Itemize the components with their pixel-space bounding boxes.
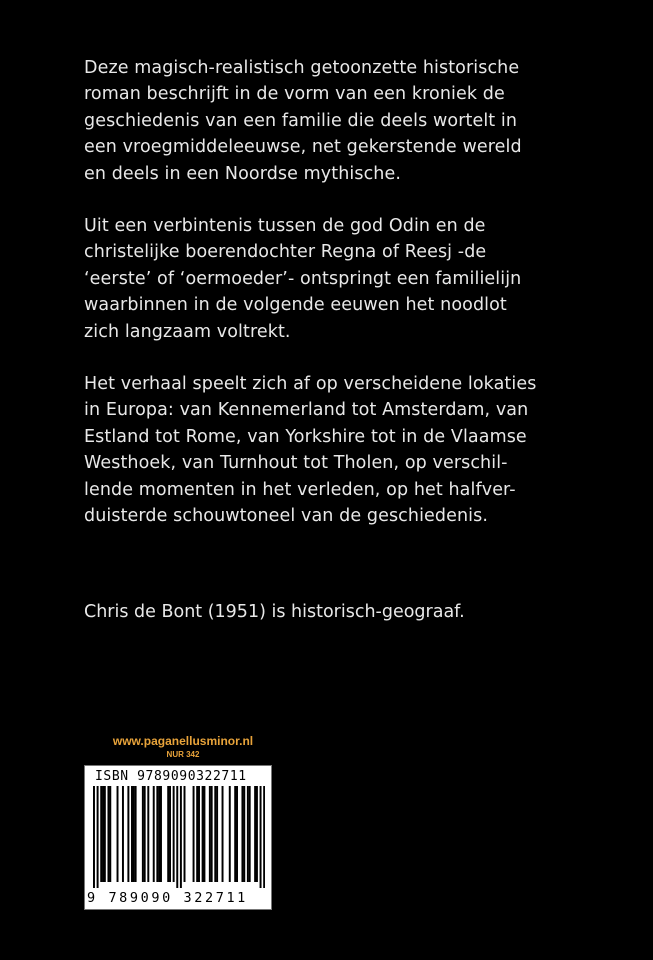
barcode-bar <box>198 786 200 882</box>
barcode-bar <box>256 786 258 882</box>
blurb-line: duisterde schouwtoneel van de geschiedenis. <box>84 506 489 527</box>
barcode-bar <box>158 786 160 882</box>
blurb-paragraph-1 <box>84 55 604 187</box>
barcode-bar <box>216 786 218 882</box>
barcode-bar <box>196 786 198 882</box>
barcode-bar <box>156 786 158 882</box>
barcode-bar <box>263 786 265 888</box>
author-bio: Chris de Bont (1951) is historisch-geograaf. <box>84 602 465 622</box>
barcode-bar <box>153 786 155 882</box>
blurb-line: christelijke boerendochter Regna of Reesj -de <box>84 242 487 263</box>
barcode-bar <box>180 786 182 888</box>
blurb-line: lende momenten in het verleden, op het halfver- <box>84 479 516 500</box>
barcode-bar <box>243 786 245 882</box>
barcode-bar <box>222 786 224 882</box>
blurb-line: roman beschrijft in de vorm van een kroniek de <box>84 84 505 105</box>
barcode-bar <box>109 786 111 882</box>
barcode-bar <box>203 786 205 882</box>
blurb-line: in Europa: van Kennemerland tot Amsterdam, van <box>84 400 529 421</box>
blurb-line: Deze magisch-realistisch getoonzette historische <box>84 58 520 78</box>
barcode-bar <box>184 786 186 882</box>
barcode-bar <box>107 786 109 882</box>
barcode-bar <box>122 786 124 882</box>
barcode-bar <box>229 786 231 882</box>
barcode-bar <box>93 786 95 888</box>
barcode-bar <box>133 786 135 882</box>
barcode-digits: 9 789090 322711 <box>87 890 248 906</box>
barcode-bar <box>169 786 171 882</box>
blurb-line: Uit een verbintenis tussen de god Odin en de <box>84 216 486 237</box>
blurb-line: geschiedenis van een familie die deels wortelt in <box>84 110 518 131</box>
barcode-bar <box>193 786 195 882</box>
barcode-bar <box>211 786 213 882</box>
barcode-bar <box>260 786 262 888</box>
blurb-line: waarbinnen in de volgende eeuwen het noodlot <box>84 295 507 316</box>
barcode-bar <box>160 786 162 882</box>
barcode-bar <box>102 786 104 882</box>
barcode-bar <box>127 786 129 882</box>
barcode-bars <box>93 786 265 888</box>
barcode-bar <box>100 786 102 882</box>
barcode-bar <box>254 786 256 882</box>
blurb-line: zich langzaam voltrekt. <box>84 321 291 342</box>
nur-code: NUR 342 <box>166 750 200 759</box>
barcode-bar <box>236 786 238 882</box>
barcode-bar <box>202 786 204 882</box>
barcode-bar <box>131 786 133 882</box>
publisher-info <box>93 734 273 761</box>
blurb-line: ‘eerste’ of ‘oermoeder’- ontspringt een familielijn <box>84 268 522 289</box>
barcode-bar <box>104 786 106 882</box>
barcode-bar <box>117 786 119 882</box>
barcode-bar <box>247 786 249 882</box>
barcode-bar <box>173 786 175 882</box>
blurb-line: en deels in een Noordse mythische. <box>84 163 402 184</box>
barcode-bar <box>241 786 243 882</box>
isbn-barcode <box>84 765 272 910</box>
barcode-bar <box>214 786 216 882</box>
barcode-bar <box>147 786 149 882</box>
barcode-bar <box>144 786 146 882</box>
barcode-bar <box>249 786 251 882</box>
barcode-bar <box>209 786 211 882</box>
isbn-label: ISBN 9789090322711 <box>95 769 247 784</box>
back-cover-blurb <box>84 55 604 556</box>
blurb-line: Estland tot Rome, van Yorkshire tot in de Vlaamse <box>84 426 527 447</box>
blurb-paragraph-3 <box>84 371 604 529</box>
barcode-bar <box>142 786 144 882</box>
blurb-line: een vroegmiddeleeuwse, net gekerstende wereld <box>84 137 522 158</box>
blurb-line: Westhoek, van Turnhout tot Tholen, op verschil- <box>84 453 508 474</box>
blurb-paragraph-2 <box>84 213 604 345</box>
barcode-bar <box>97 786 99 888</box>
barcode-bar <box>234 786 236 882</box>
barcode-bar <box>135 786 137 882</box>
blurb-line: Het verhaal speelt zich af op verscheidene lokaties <box>84 374 537 395</box>
barcode-bar <box>167 786 169 882</box>
barcode-bar <box>176 786 178 888</box>
publisher-url[interactable]: www.paganellusminor.nl <box>112 734 254 748</box>
